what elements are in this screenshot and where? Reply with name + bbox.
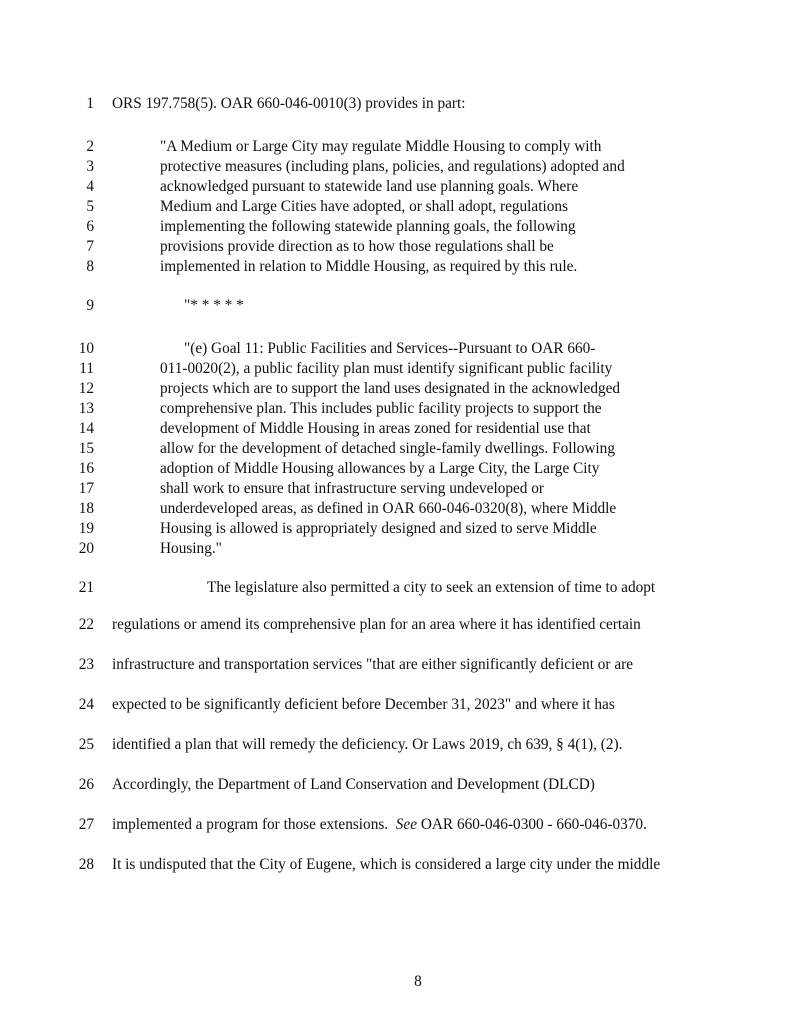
- body-line: [112, 815, 647, 835]
- quote-line: Housing.": [160, 540, 222, 557]
- line-number: 7: [86, 238, 94, 255]
- line-number: 9: [86, 297, 94, 314]
- quote-line: "(e) Goal 11: Public Facilities and Services--Pursuant to OAR 660-: [184, 340, 596, 357]
- body-line: identified a plan that will remedy the deficiency. Or Laws 2019, ch 639, § 4(1), (2).: [112, 736, 623, 753]
- page-number: 8: [414, 973, 422, 990]
- quote-ellipsis: "* * * * *: [184, 297, 244, 314]
- line-number: 17: [78, 480, 94, 497]
- quote-line: provisions provide direction as to how those regulations shall be: [160, 238, 554, 255]
- line-number: 1: [86, 95, 94, 112]
- quote-line: "A Medium or Large City may regulate Middle Housing to comply with: [160, 138, 602, 155]
- line-number: 10: [78, 340, 94, 357]
- line-number: 21: [78, 579, 94, 596]
- body-line: Accordingly, the Department of Land Conservation and Development (DLCD): [112, 776, 595, 793]
- line-number: 27: [78, 816, 94, 833]
- line-number: 22: [78, 616, 94, 633]
- line-number: 18: [78, 500, 94, 517]
- quote-line: allow for the development of detached single-family dwellings. Following: [160, 440, 615, 457]
- line-number: 13: [78, 400, 94, 417]
- line-number: 19: [78, 520, 94, 537]
- line-number: 3: [86, 158, 94, 175]
- quote-line: protective measures (including plans, policies, and regulations) adopted and: [160, 158, 625, 175]
- body-line: regulations or amend its comprehensive plan for an area where it has identified certain: [112, 616, 641, 633]
- line-number: 23: [78, 656, 94, 673]
- quote-line: 011-0020(2), a public facility plan must identify significant public facility: [160, 360, 613, 377]
- citation-signal: See: [395, 816, 418, 833]
- line-number: 20: [78, 540, 94, 557]
- quote-line: underdeveloped areas, as defined in OAR 660-046-0320(8), where Middle: [160, 500, 617, 517]
- quote-line: adoption of Middle Housing allowances by a Large City, the Large City: [160, 460, 600, 477]
- line-number: 5: [86, 198, 94, 215]
- body-line: ORS 197.758(5). OAR 660-046-0010(3) provides in part:: [112, 95, 466, 112]
- line-number: 8: [86, 258, 94, 275]
- body-line: infrastructure and transportation services "that are either significantly deficient or are: [112, 656, 634, 673]
- body-line: expected to be significantly deficient before December 31, 2023" and where it has: [112, 696, 615, 713]
- quote-line: implemented in relation to Middle Housing, as required by this rule.: [160, 258, 578, 275]
- quote-line: acknowledged pursuant to statewide land use planning goals. Where: [160, 178, 579, 195]
- quote-line: Medium and Large Cities have adopted, or shall adopt, regulations: [160, 198, 568, 215]
- line-number: 24: [78, 696, 94, 713]
- line-number: 14: [78, 420, 94, 437]
- line-number: 12: [78, 380, 94, 397]
- body-text: OAR 660-046-0300 - 660-046-0370.: [417, 816, 647, 833]
- line-number: 6: [86, 218, 94, 235]
- body-line: The legislature also permitted a city to seek an extension of time to adopt: [207, 579, 656, 596]
- quote-line: development of Middle Housing in areas zoned for residential use that: [160, 420, 591, 437]
- line-number: 2: [86, 138, 94, 155]
- quote-line: shall work to ensure that infrastructure serving undeveloped or: [160, 480, 545, 497]
- quote-line: projects which are to support the land uses designated in the acknowledged: [160, 380, 621, 397]
- line-number: 15: [78, 440, 94, 457]
- line-number: 11: [79, 360, 94, 377]
- body-text: implemented a program for those extensions.: [112, 816, 396, 833]
- quote-line: Housing is allowed is appropriately designed and sized to serve Middle: [160, 520, 597, 537]
- body-line: It is undisputed that the City of Eugene, which is considered a large city under the middle: [112, 856, 661, 873]
- quote-line: comprehensive plan. This includes public facility projects to support the: [160, 400, 602, 417]
- quote-line: implementing the following statewide planning goals, the following: [160, 218, 576, 235]
- line-number: 4: [86, 178, 94, 195]
- line-number: 25: [78, 736, 94, 753]
- line-number: 28: [78, 856, 94, 873]
- line-number: 16: [78, 460, 94, 477]
- line-number: 26: [78, 776, 94, 793]
